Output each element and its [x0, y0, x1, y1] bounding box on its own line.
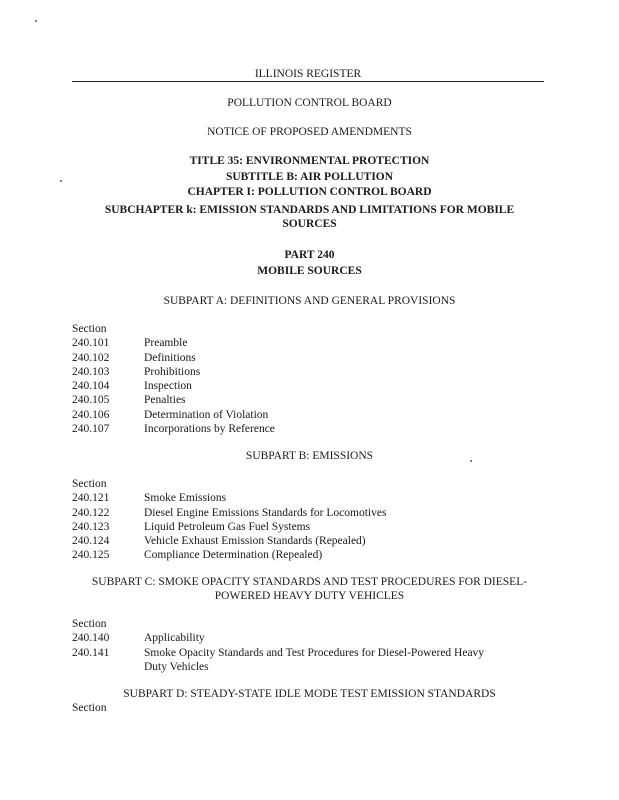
table-row — [72, 336, 542, 350]
board-name: POLLUTION CONTROL BOARD — [227, 97, 392, 109]
section-title: Prohibitions — [144, 365, 201, 378]
table-row — [72, 365, 542, 379]
section-label: Section — [72, 702, 107, 714]
table-row — [72, 379, 542, 393]
subpart-c-heading-line1: SUBPART C: SMOKE OPACITY STANDARDS AND TEST PROCEDURES FOR DIESEL- — [91, 576, 528, 588]
table-row — [72, 631, 542, 645]
table-row — [72, 534, 542, 548]
section-title: Applicability — [144, 632, 205, 645]
title-heading: TITLE 35: ENVIRONMENTAL PROTECTION — [189, 155, 430, 167]
subpart-b-sections — [72, 477, 542, 563]
subpart-d-heading: SUBPART D: STEADY-STATE IDLE MODE TEST EMISSION STANDARDS — [123, 688, 496, 700]
section-number: 240.103 — [72, 365, 110, 378]
table-row — [72, 520, 542, 534]
subpart-b-heading: SUBPART B: EMISSIONS — [245, 450, 374, 462]
section-number: 240.106 — [72, 408, 110, 421]
section-title: Incorporations by Reference — [144, 423, 275, 436]
subpart-c-heading-line2: POWERED HEAVY DUTY VEHICLES — [214, 590, 405, 602]
section-number: 240.107 — [72, 423, 110, 436]
table-row — [72, 646, 542, 675]
section-number: 240.125 — [72, 549, 110, 562]
part-number: PART 240 — [284, 249, 335, 261]
table-row — [72, 548, 542, 562]
section-label: Section — [72, 323, 107, 335]
section-number: 240.105 — [72, 394, 110, 407]
section-title: Compliance Determination (Repealed) — [144, 549, 323, 562]
section-number: 240.104 — [72, 380, 110, 393]
scan-speck — [35, 20, 37, 22]
section-number: 240.121 — [72, 492, 110, 505]
subpart-a-sections — [72, 322, 542, 436]
section-number: 240.124 — [72, 535, 110, 548]
notice-title: NOTICE OF PROPOSED AMENDMENTS — [207, 126, 412, 138]
subpart-d-sections — [72, 701, 542, 715]
table-row — [72, 351, 542, 365]
subchapter-heading-line2: SOURCES — [282, 218, 337, 230]
subpart-c-sections — [72, 617, 542, 674]
section-title: Preamble — [144, 337, 188, 350]
section-title: Penalties — [144, 394, 186, 407]
section-number: 240.101 — [72, 337, 110, 350]
table-row — [72, 506, 542, 520]
table-row — [72, 408, 542, 422]
table-row — [72, 393, 542, 407]
section-number: 240.140 — [72, 632, 110, 645]
section-label: Section — [72, 478, 107, 490]
section-title: Liquid Petroleum Gas Fuel Systems — [144, 520, 311, 533]
chapter-heading: CHAPTER I: POLLUTION CONTROL BOARD — [187, 186, 432, 198]
section-title: Smoke Opacity Standards and Test Procedures for Diesel-Powered Heavy Duty Vehicles — [144, 646, 485, 673]
subpart-a-heading: SUBPART A: DEFINITIONS AND GENERAL PROVISIONS — [163, 295, 456, 307]
section-title: Inspection — [144, 380, 192, 393]
section-title: Diesel Engine Emissions Standards for Locomotives — [144, 506, 387, 519]
section-label: Section — [72, 618, 107, 630]
section-title: Determination of Violation — [144, 408, 269, 421]
table-row — [72, 422, 542, 436]
register-title: ILLINOIS REGISTER — [252, 68, 364, 80]
section-title: Vehicle Exhaust Emission Standards (Repealed) — [144, 535, 366, 548]
section-number: 240.102 — [72, 351, 110, 364]
section-title: Smoke Emissions — [144, 492, 227, 505]
part-name: MOBILE SOURCES — [257, 265, 362, 277]
section-number: 240.122 — [72, 506, 110, 519]
register-header — [72, 67, 544, 82]
section-number: 240.123 — [72, 520, 110, 533]
section-title: Definitions — [144, 351, 196, 364]
table-row — [72, 491, 542, 505]
subtitle-heading: SUBTITLE B: AIR POLLUTION — [225, 171, 394, 183]
section-number: 240.141 — [72, 646, 110, 659]
subchapter-heading-line1: SUBCHAPTER k: EMISSION STANDARDS AND LIMITATIONS FOR MOBILE — [104, 204, 515, 216]
